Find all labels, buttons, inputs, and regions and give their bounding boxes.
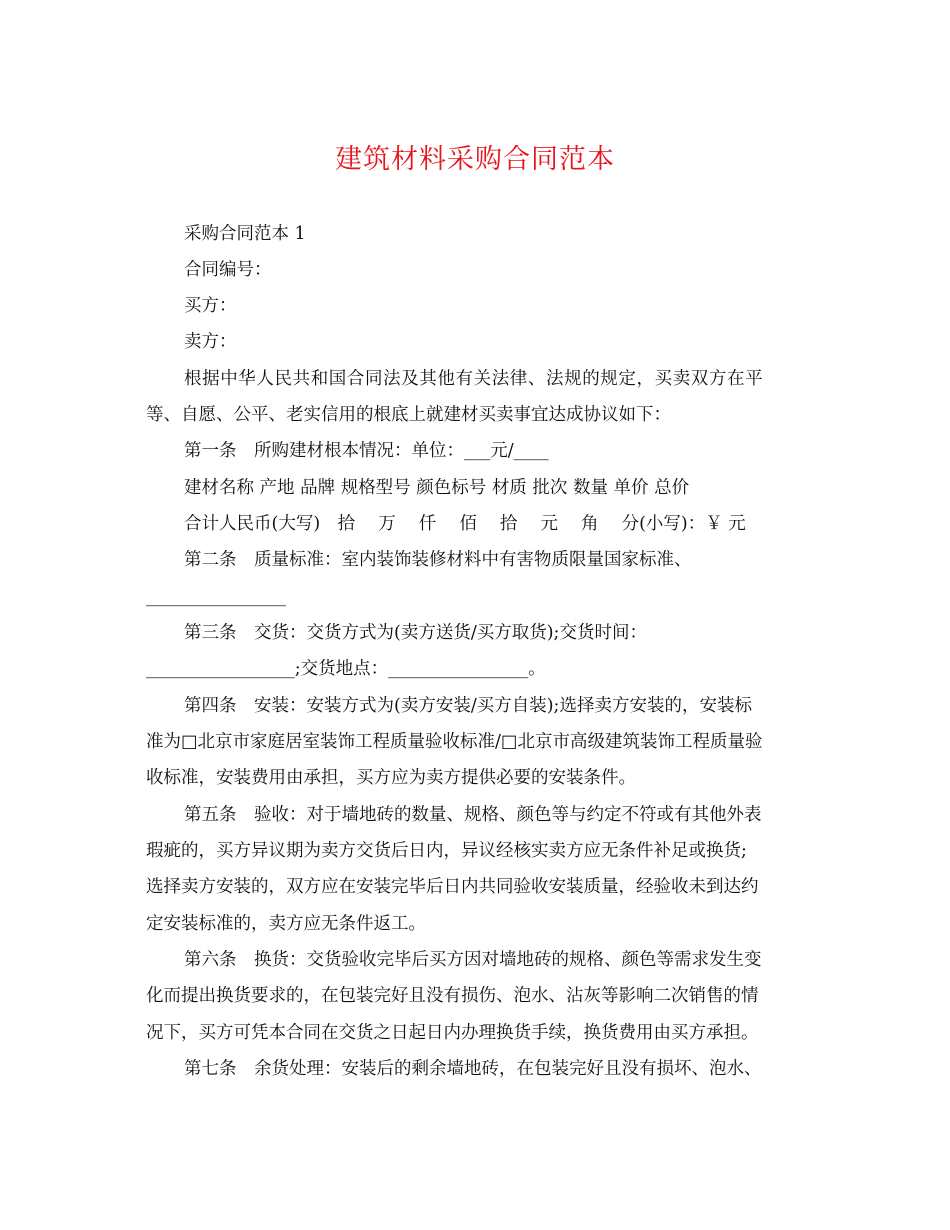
text-line: 卖方： xyxy=(184,332,237,352)
text-line: 第七条 余货处理：安装后的剩余墙地砖，在包装完好且没有损坏、泡水、 xyxy=(184,1059,762,1079)
text-line: 合计人民币(大写) 拾 万 仟 佰 拾 元 角 分(小写)：￥ 元 xyxy=(184,514,746,534)
text-line: 第三条 交货：交货方式为(卖方送货/买方取货);交货时间： xyxy=(184,623,647,643)
text-line: 化而提出换货要求的，在包装完好且没有损伤、泡水、沾灰等影响二次销售的情 xyxy=(146,986,759,1006)
text-line: 第四条 安装：安装方式为(卖方安装/买方自装);选择卖方安装的，安装标 xyxy=(184,696,752,716)
text-line: 买方： xyxy=(184,296,237,316)
text-line: 建材名称 产地 品牌 规格型号 颜色标号 材质 批次 数量 单价 总价 xyxy=(184,478,690,498)
text-line: ________________ xyxy=(146,587,286,607)
text-line: 瑕疵的，买方异议期为卖方交货后日内，异议经核实卖方应无条件补足或换货; xyxy=(146,841,747,861)
text-line: 收标准，安装费用由承担，买方应为卖方提供必要的安装条件。 xyxy=(146,768,636,788)
text-line: 第五条 验收：对于墙地砖的数量、规格、颜色等与约定不符或有其他外表 xyxy=(184,805,762,825)
text-line: _________________;交货地点：________________。 xyxy=(146,659,546,679)
text-line: 采购合同范本 1 xyxy=(184,224,306,244)
text-line: 选择卖方安装的，双方应在安装完毕后日内共同验收安装质量，经验收未到达约 xyxy=(146,877,759,897)
text-line: 等、自愿、公平、老实信用的根底上就建材买卖事宜达成协议如下： xyxy=(146,405,671,425)
document-title: 建筑材料采购合同范本 xyxy=(335,144,615,175)
text-line: 第一条 所购建材根本情况：单位：___元/____ xyxy=(184,441,549,461)
text-line: 况下，买方可凭本合同在交货之日起日内办理换货手续，换货费用由买方承担。 xyxy=(146,1023,759,1043)
text-line: 第六条 换货：交货验收完毕后买方因对墙地砖的规格、颜色等需求发生变 xyxy=(184,950,762,970)
text-line: 定安装标准的，卖方应无条件返工。 xyxy=(146,914,426,934)
text-line: 第二条 质量标准：室内装饰装修材料中有害物质限量国家标准、 xyxy=(184,550,692,570)
text-line: 准为□北京市家庭居室装饰工程质量验收标准/□北京市高级建筑装饰工程质量验 xyxy=(146,732,763,752)
text-line: 根据中华人民共和国合同法及其他有关法律、法规的规定，买卖双方在平 xyxy=(184,369,764,389)
text-line: 合同编号： xyxy=(184,260,272,280)
